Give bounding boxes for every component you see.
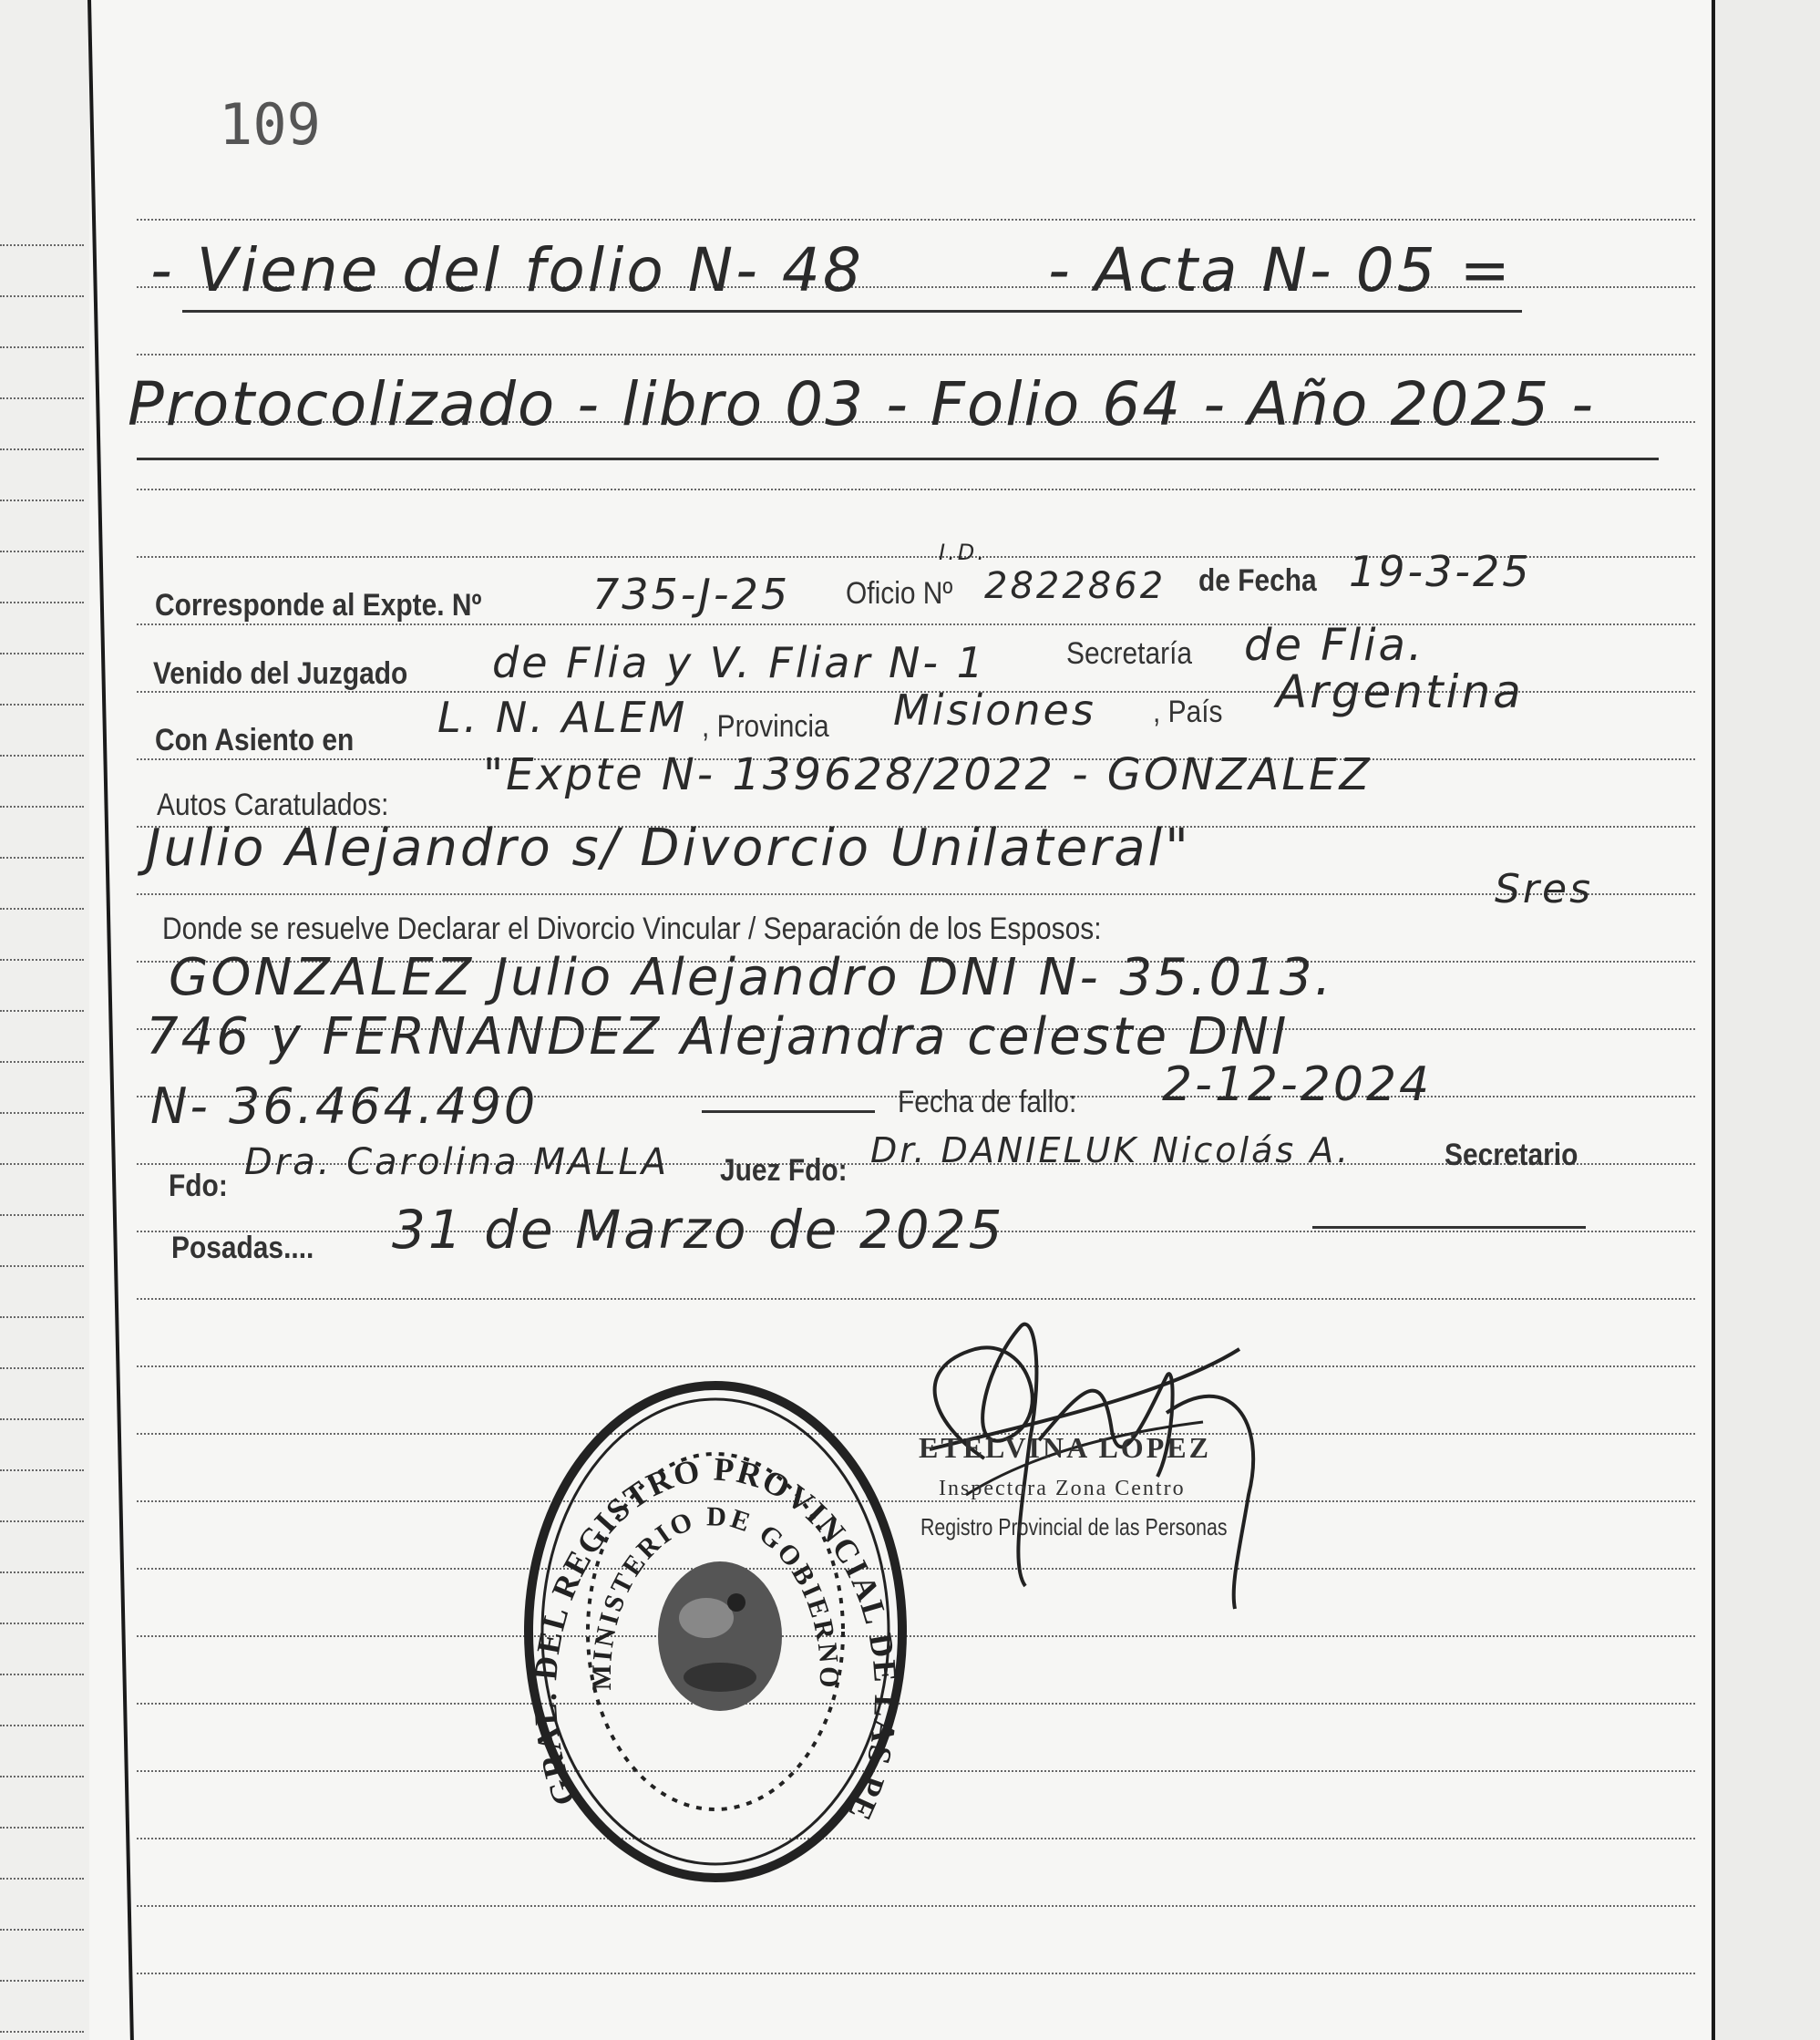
left-page-ruled-line: [0, 602, 84, 603]
left-page-ruled-line: [0, 1520, 84, 1522]
page-number: 109: [219, 91, 321, 158]
left-page-ruled-line: [0, 1010, 84, 1012]
right-facing-page: [1715, 0, 1820, 2040]
left-page-ruled-line: [0, 1367, 84, 1369]
left-page-ruled-line: [0, 1776, 84, 1777]
left-page-ruled-line: [0, 1469, 84, 1471]
oficio-value: 2822862: [984, 565, 1167, 607]
left-page-ruled-line: [0, 500, 84, 501]
ruled-line: [137, 1635, 1695, 1637]
ruled-line: [137, 893, 1695, 895]
left-page-ruled-line: [0, 244, 84, 246]
ruled-line: [137, 1905, 1695, 1907]
signatory-role: Inspectora Zona Centro: [939, 1477, 1186, 1500]
secretaria-value: de Flia.: [1244, 620, 1425, 671]
left-facing-page: [0, 0, 89, 2040]
left-page-ruled-line: [0, 1571, 84, 1573]
coat-of-arms-icon: [658, 1561, 782, 1711]
stamp-inner-text: MINISTERIO DE GOBIERNO: [586, 1501, 845, 1691]
fallo-dash: [702, 1110, 875, 1113]
fecha-label: de Fecha: [1198, 563, 1317, 598]
ruled-line: [137, 1838, 1695, 1839]
expte-value: 735-J-25: [592, 570, 791, 619]
left-page-ruled-line: [0, 857, 84, 859]
signature-block: [875, 1313, 1312, 1613]
fdo-label: Fdo:: [169, 1169, 228, 1203]
pais-label: , País: [1153, 695, 1223, 729]
signatory-org: Registro Provincial de las Personas: [920, 1513, 1228, 1540]
ruled-line: [137, 219, 1695, 221]
juez-value: Dr. DANIELUK Nicolás A.: [870, 1130, 1352, 1170]
autos-value-1: "Expte N- 139628/2022 - GONZALEZ: [483, 749, 1373, 800]
left-page-ruled-line: [0, 1418, 84, 1420]
left-page-ruled-line: [0, 755, 84, 757]
secretario-label: Secretario: [1445, 1138, 1578, 1172]
left-page-ruled-line: [0, 806, 84, 808]
juzgado-value: de Flia y V. Fliar N- 1: [492, 638, 986, 687]
left-page-ruled-line: [0, 295, 84, 297]
left-page-ruled-line: [0, 1725, 84, 1726]
left-page-ruled-line: [0, 959, 84, 961]
left-page-ruled-line: [0, 1674, 84, 1675]
ruled-line: [137, 1298, 1695, 1300]
fallo-label: Fecha de fallo:: [898, 1085, 1077, 1119]
donde-mark: Sres: [1495, 866, 1594, 912]
header-underline-1: [182, 310, 1522, 313]
left-page-ruled-line: [0, 1061, 84, 1063]
ruled-line: [137, 1703, 1695, 1705]
ruled-line: [137, 1770, 1695, 1772]
ruled-line: [137, 354, 1695, 355]
stamp-outer-text: GRAL. DEL REGISTRO PROVINCIAL DE LAS PE: [526, 1450, 905, 1828]
posadas-value: 31 de Marzo de 2025: [392, 1199, 1005, 1261]
esposos-line-2: 746 y FERNANDEZ Alejandra celeste DNI: [146, 1007, 1290, 1066]
oficio-label: Oficio Nº: [846, 576, 953, 611]
left-page-ruled-line: [0, 1623, 84, 1624]
ruled-line: [137, 1973, 1695, 1974]
pais-value: Argentina: [1276, 665, 1524, 718]
donde-label: Donde se resuelve Declarar el Divorcio Vincular / Separación de los Esposos:: [162, 912, 1102, 946]
official-seal-stamp: [519, 1376, 911, 1887]
autos-value-2: Julio Alejandro s/ Divorcio Unilateral": [146, 819, 1191, 878]
autos-label: Autos Caratulados:: [157, 788, 389, 822]
left-page-ruled-line: [0, 704, 84, 706]
fallo-value: 2-12-2024: [1162, 1057, 1433, 1112]
left-page-ruled-line: [0, 2031, 84, 2033]
header-underline-2: [137, 458, 1659, 460]
left-page-ruled-line: [0, 448, 84, 450]
left-page-ruled-line: [0, 653, 84, 654]
secretaria-label: Secretaría: [1066, 636, 1193, 671]
left-page-ruled-line: [0, 346, 84, 348]
left-page-ruled-line: [0, 1316, 84, 1318]
left-page-ruled-line: [0, 1112, 84, 1114]
left-page-ruled-line: [0, 1265, 84, 1267]
signatory-name: ETELVINA LÓPEZ: [919, 1431, 1211, 1464]
oficio-superscript: I.D.: [939, 540, 987, 565]
posadas-label: Posadas....: [171, 1231, 314, 1265]
venido-label: Venido del Juzgado: [153, 656, 408, 691]
left-page-ruled-line: [0, 1827, 84, 1829]
left-page-ruled-line: [0, 1214, 84, 1216]
header-viene-del-folio: - Viene del folio N- 48: [150, 235, 864, 305]
corresponde-label: Corresponde al Expte. Nº: [155, 588, 482, 623]
esposos-line-1: GONZALEZ Julio Alejandro DNI N- 35.013.: [169, 948, 1334, 1007]
left-page-ruled-line: [0, 908, 84, 910]
asiento-label: Con Asiento en: [155, 723, 355, 757]
asiento-value: L. N. ALEM: [437, 693, 688, 742]
header-protocolizado: Protocolizado - libro 03 - Folio 64 - Año 2025 -: [128, 369, 1596, 439]
ruled-line: [137, 489, 1695, 490]
left-page-ruled-line: [0, 397, 84, 399]
provincia-label: , Provincia: [702, 709, 829, 744]
esposos-line-3: N- 36.464.490: [150, 1077, 539, 1135]
left-page-ruled-line: [0, 1980, 84, 1982]
left-page-ruled-line: [0, 1878, 84, 1880]
page-fold: [87, 0, 134, 2040]
left-page-ruled-line: [0, 1163, 84, 1165]
provincia-value: Misiones: [893, 685, 1096, 735]
left-page-ruled-line: [0, 1929, 84, 1931]
fdo-value: Dra. Carolina MALLA: [244, 1141, 670, 1183]
header-acta: - Acta N- 05 =: [1048, 235, 1513, 305]
posadas-dash: [1312, 1226, 1586, 1229]
ruled-line: [137, 623, 1695, 625]
juez-label: Juez Fdo:: [720, 1153, 848, 1188]
left-page-ruled-line: [0, 551, 84, 552]
fecha-value: 19-3-25: [1349, 547, 1532, 596]
